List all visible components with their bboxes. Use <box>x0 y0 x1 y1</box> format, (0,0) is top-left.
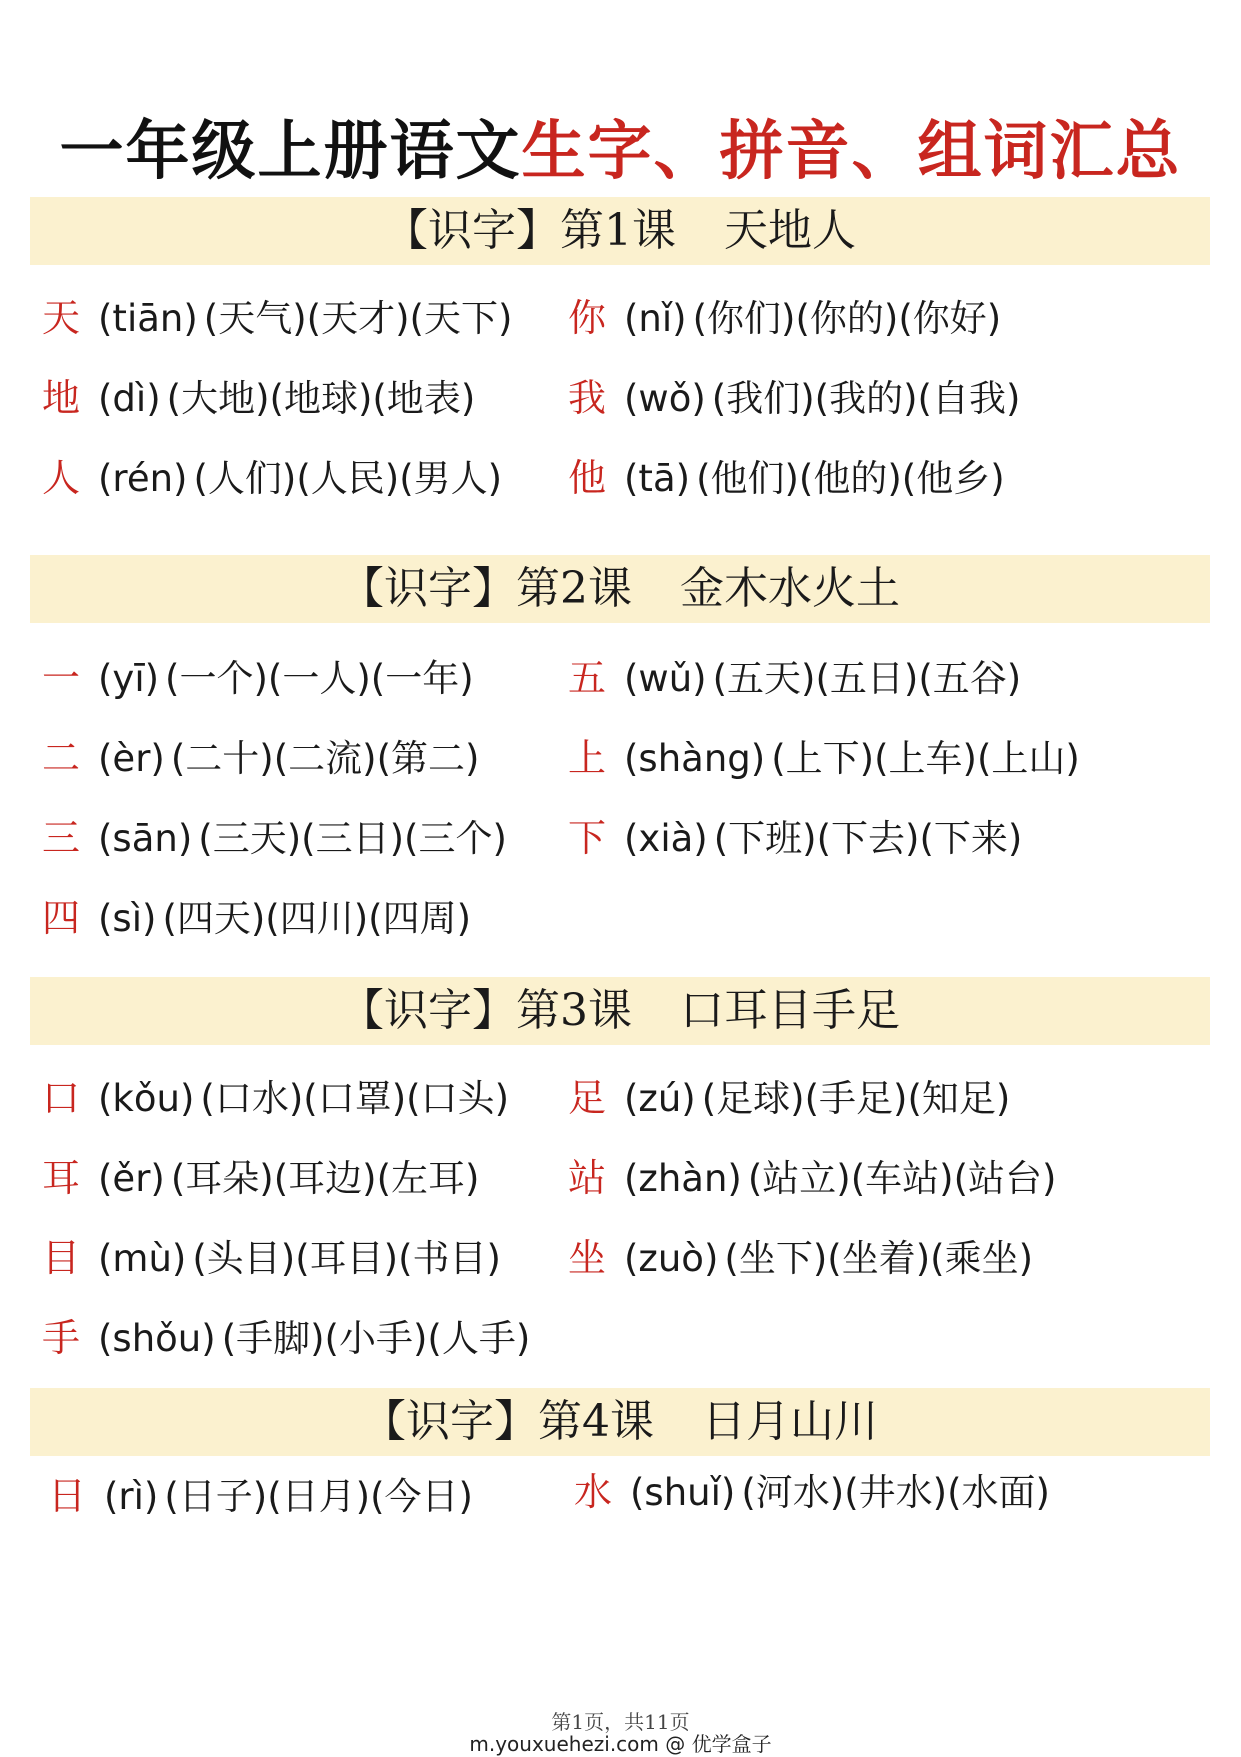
lesson-category: 【识字】 <box>340 985 516 1036</box>
character-entry <box>42 448 502 508</box>
character-entry <box>568 728 1080 788</box>
word-list: (天气)(天才)(天下) <box>203 297 513 340</box>
pinyin: (yī) <box>98 657 160 700</box>
character-entry <box>42 288 512 348</box>
character-entry <box>42 1228 501 1288</box>
character: 你 <box>568 296 607 340</box>
word-list: (上下)(上车)(上山) <box>771 737 1080 780</box>
pinyin: (ěr) <box>98 1157 165 1200</box>
character-entry <box>568 1228 1033 1288</box>
character: 足 <box>568 1076 607 1120</box>
character: 人 <box>42 456 81 500</box>
title-black-part: 一年级上册语文 <box>59 114 522 189</box>
character-entry <box>42 1308 530 1368</box>
character-entry <box>568 808 1022 868</box>
character: 天 <box>42 296 81 340</box>
word-list: (站立)(车站)(站台) <box>747 1157 1057 1200</box>
lesson-number: 第3课 <box>516 985 632 1036</box>
lesson-number: 第4课 <box>538 1396 654 1447</box>
word-list: (河水)(井水)(水面) <box>741 1471 1050 1514</box>
character: 下 <box>568 816 607 860</box>
character: 耳 <box>42 1156 81 1200</box>
character: 坐 <box>568 1236 607 1280</box>
page-title <box>0 112 1241 192</box>
character-entry <box>568 1148 1057 1208</box>
pinyin: (kǒu) <box>98 1077 195 1120</box>
word-list: (足球)(手足)(知足) <box>701 1077 1011 1120</box>
character-entry <box>568 288 1001 348</box>
character-entry <box>42 648 474 708</box>
pinyin: (nǐ) <box>624 297 687 340</box>
pinyin: (shàng) <box>624 737 766 780</box>
word-list: (你们)(你的)(你好) <box>692 297 1002 340</box>
lesson-header <box>30 977 1210 1045</box>
lesson-name: 金木水火土 <box>680 563 900 614</box>
character: 地 <box>42 376 81 420</box>
character: 口 <box>42 1076 81 1120</box>
character: 水 <box>574 1470 613 1514</box>
character: 站 <box>568 1156 607 1200</box>
character-entry <box>568 448 1005 508</box>
pinyin: (shuǐ) <box>630 1471 736 1514</box>
word-list: (日子)(日月)(今日) <box>164 1475 473 1518</box>
word-list: (他们)(他的)(他乡) <box>696 457 1005 500</box>
character-entry <box>568 648 1021 708</box>
word-list: (二十)(二流)(第二) <box>170 737 480 780</box>
word-list: (大地)(地球)(地表) <box>166 377 476 420</box>
lesson-category: 【识字】 <box>384 205 560 256</box>
pinyin: (xià) <box>624 817 708 860</box>
lesson-category: 【识字】 <box>362 1396 538 1447</box>
character-entry <box>42 1148 479 1208</box>
site-watermark: m.youxuehezi.com @ 优学盒子 <box>469 1732 772 1756</box>
character: 我 <box>568 376 607 420</box>
pinyin: (rén) <box>98 457 188 500</box>
character: 上 <box>568 736 607 780</box>
pinyin: (mù) <box>98 1237 187 1280</box>
character-entry <box>42 368 475 428</box>
lesson-name: 日月山川 <box>702 1396 878 1447</box>
lesson-header <box>30 1388 1210 1456</box>
lesson-number: 第2课 <box>516 563 632 614</box>
title-red-part: 生字、拼音、组词汇总 <box>521 114 1182 189</box>
character: 手 <box>42 1316 81 1360</box>
pinyin: (èr) <box>98 737 165 780</box>
character: 日 <box>48 1474 87 1518</box>
pinyin: (shǒu) <box>98 1317 216 1360</box>
character: 五 <box>568 656 607 700</box>
word-list: (三天)(三日)(三个) <box>198 817 507 860</box>
pinyin: (tā) <box>624 457 691 500</box>
pinyin: (dì) <box>98 377 161 420</box>
character-entry <box>42 808 507 868</box>
character: 三 <box>42 816 81 860</box>
pinyin: (sān) <box>98 817 193 860</box>
character-entry <box>574 1462 1050 1522</box>
word-list: (一个)(一人)(一年) <box>165 657 474 700</box>
character: 目 <box>42 1236 81 1280</box>
word-list: (口水)(口罩)(口头) <box>200 1077 510 1120</box>
lesson-header <box>30 555 1210 623</box>
page-number: 第1页，共11页 <box>551 1710 690 1734</box>
pinyin: (tiān) <box>98 297 198 340</box>
word-list: (手脚)(小手)(人手) <box>221 1317 531 1360</box>
word-list: (五天)(五日)(五谷) <box>712 657 1022 700</box>
character: 二 <box>42 736 81 780</box>
pinyin: (sì) <box>98 897 157 940</box>
character-entry <box>42 1068 509 1128</box>
lesson-number: 第1课 <box>560 205 676 256</box>
character: 他 <box>568 456 607 500</box>
lesson-name: 天地人 <box>724 205 856 256</box>
word-list: (下班)(下去)(下来) <box>713 817 1023 860</box>
word-list: (四天)(四川)(四周) <box>162 897 472 940</box>
character: 四 <box>42 896 81 940</box>
word-list: (头目)(耳目)(书目) <box>192 1237 501 1280</box>
character-entry <box>568 1068 1010 1128</box>
pinyin: (rì) <box>104 1475 159 1518</box>
word-list: (人们)(人民)(男人) <box>193 457 503 500</box>
pinyin: (zuò) <box>624 1237 719 1280</box>
pinyin: (wǒ) <box>624 377 706 420</box>
pinyin: (zú) <box>624 1077 696 1120</box>
word-list: (我们)(我的)(自我) <box>711 377 1021 420</box>
word-list: (坐下)(坐着)(乘坐) <box>724 1237 1034 1280</box>
lesson-name: 口耳目手足 <box>680 985 900 1036</box>
character-entry <box>568 368 1020 428</box>
pinyin: (wǔ) <box>624 657 707 700</box>
lesson-category: 【识字】 <box>340 563 516 614</box>
character: 一 <box>42 656 81 700</box>
pinyin: (zhàn) <box>624 1157 742 1200</box>
lesson-header <box>30 197 1210 265</box>
character-entry <box>42 888 471 948</box>
character-entry <box>42 728 479 788</box>
word-list: (耳朵)(耳边)(左耳) <box>170 1157 480 1200</box>
character-entry <box>48 1466 473 1526</box>
